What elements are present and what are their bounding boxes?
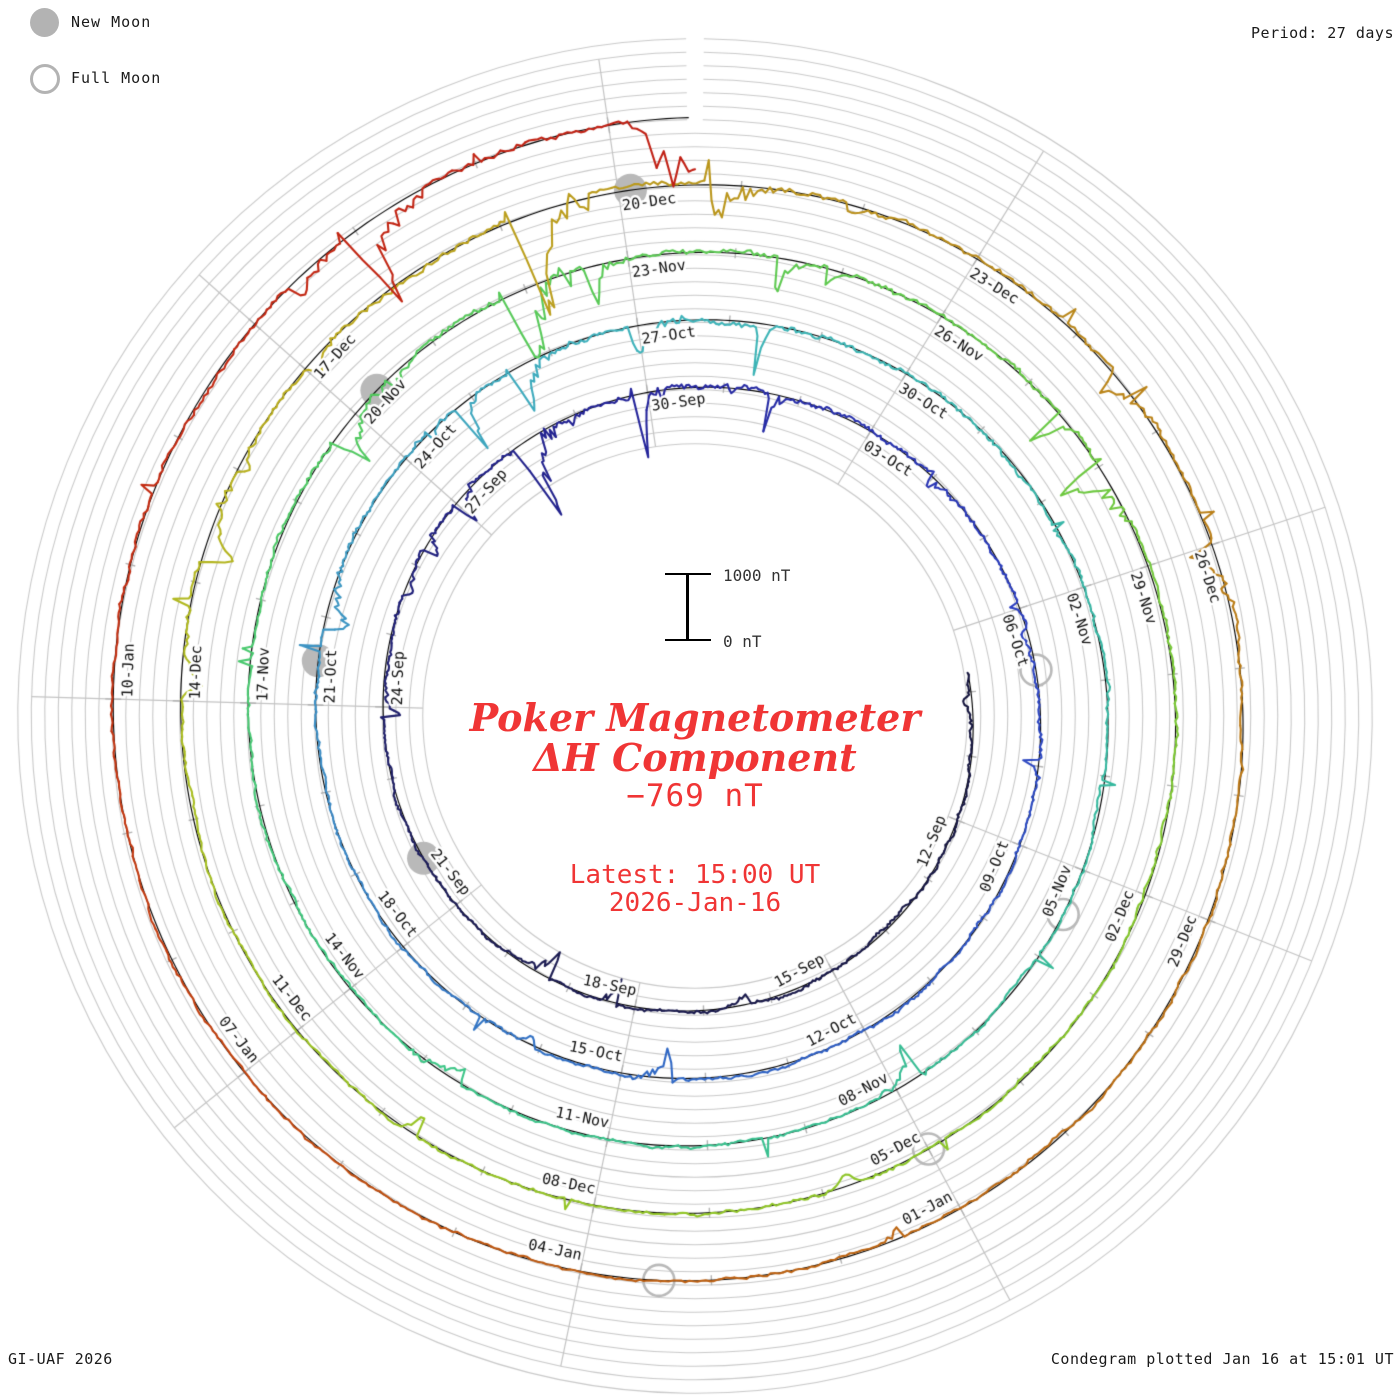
new-moon-icon bbox=[30, 8, 59, 37]
scale-bar-top-label: 1000 nT bbox=[723, 566, 791, 585]
period-note: Period: 27 days bbox=[1251, 24, 1394, 42]
latest-time: Latest: 15:00 UT bbox=[569, 860, 821, 890]
footer-credit: GI-UAF 2026 bbox=[8, 1350, 113, 1368]
scale-bar-bottom-label: 0 nT bbox=[723, 632, 762, 651]
new-moon-label: New Moon bbox=[71, 13, 152, 31]
full-moon-label: Full Moon bbox=[71, 69, 162, 87]
full-moon-icon bbox=[30, 64, 60, 94]
scale-bar-bottom-cap bbox=[665, 639, 711, 641]
latest-date: 2026-Jan-16 bbox=[608, 888, 782, 918]
scale-bar bbox=[655, 566, 895, 656]
chart-title-line1: Poker Magnetometer bbox=[469, 695, 921, 740]
scale-bar-stem bbox=[686, 573, 689, 641]
chart-title-line2: ΔH Component bbox=[533, 735, 857, 780]
current-value: −769 nT bbox=[626, 778, 764, 814]
footer-plot-info: Condegram plotted Jan 16 at 15:01 UT bbox=[1050, 1350, 1394, 1368]
